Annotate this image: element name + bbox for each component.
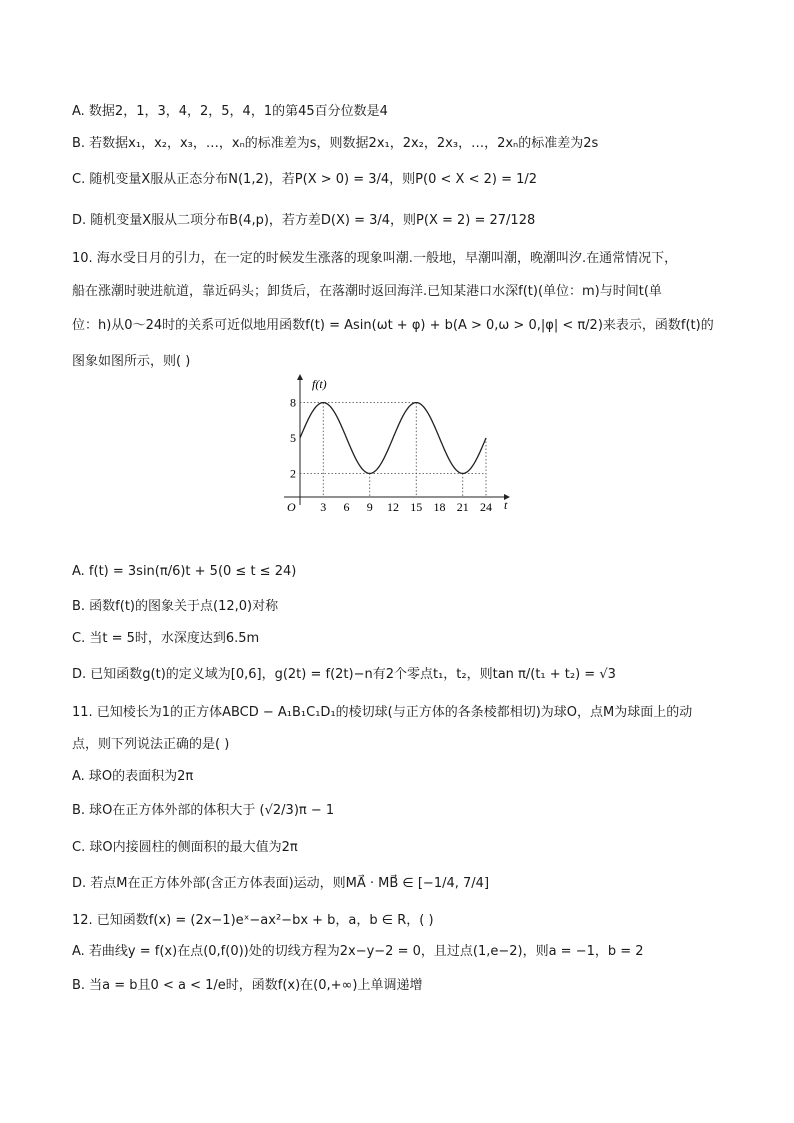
tide-graph [280, 372, 520, 522]
x-tick-label: 9 [366, 500, 373, 514]
q11-option-b: B. 球O在正方体外部的体积大于 (√2/3)π − 1 [72, 803, 335, 818]
origin-label: O [287, 500, 296, 514]
x-axis-label: t [504, 498, 508, 512]
y-axis-arrow [297, 374, 303, 380]
q10-stem-line-4: 图象如图所示，则( ) [72, 354, 191, 369]
x-tick-label: 6 [343, 500, 350, 514]
q11-option-a: A. 球O的表面积为2π [72, 769, 194, 784]
q12-option-a: A. 若曲线y = f(x)在点(0,f(0))处的切线方程为2x−y−2 = 0，且过点(1,e−2)，则a = −1，b = 2 [72, 944, 644, 959]
x-tick-label: 15 [410, 500, 423, 514]
q10-option-c: C. 当t = 5时，水深度达到6.5m [72, 631, 260, 646]
q12-stem: 12. 已知函数f(x) = (2x−1)eˣ−ax²−bx + b，a，b ∈ R，( ) [72, 913, 434, 928]
q11-stem-line-2: 点，则下列说法正确的是( ) [72, 737, 230, 752]
q11-option-d: D. 若点M在正方体外部(含正方体表面)运动，则MA⃗ · MB⃗ ∈ [−1/4, 7/4] [72, 876, 490, 891]
x-tick-label: 24 [480, 500, 492, 514]
x-tick-label: 21 [456, 500, 469, 514]
q12-option-b: B. 当a = b且0 < a < 1/e时，函数f(x)在(0,+∞)上单调递增 [72, 978, 423, 993]
q10-stem-line-1: 10. 海水受日月的引力，在一定的时候发生涨落的现象叫潮.一般地，早潮叫潮，晚潮叫汐.在通常情况下， [72, 251, 678, 266]
q9-option-a: A. 数据2，1，3，4，2，5，4，1的第45百分位数是4 [72, 104, 388, 119]
y-axis-label: f(t) [312, 377, 327, 391]
q10-option-b: B. 函数f(t)的图象关于点(12,0)对称 [72, 599, 279, 614]
q9-option-b: B. 若数据x₁，x₂，x₃，…，xₙ的标准差为s，则数据2x₁，2x₂，2x₃，…，2xₙ的标准差为2s [72, 136, 599, 151]
q10-stem-line-3: 位：h)从0～24时的关系可近似地用函数f(t) = Asin(ωt + φ) + b(A > 0,ω > 0,|φ| < π/2)来表示，函数f(t)的 [72, 318, 714, 333]
x-tick-label: 18 [433, 500, 446, 514]
x-tick-label: 12 [387, 500, 399, 514]
x-tick-label: 3 [320, 500, 327, 514]
q11-stem-line-1: 11. 已知棱长为1的正方体ABCD − A₁B₁C₁D₁的棱切球(与正方体的各条棱都相切)为球O，点M为球面上的动 [72, 705, 693, 720]
q9-option-c: C. 随机变量X服从正态分布N(1,2)，若P(X > 0) = 3/4，则P(0 < X < 2) = 1/2 [72, 172, 538, 187]
q9-option-d: D. 随机变量X服从二项分布B(4,p)，若方差D(X) = 3/4，则P(X = 2) = 27/128 [72, 213, 536, 228]
series-curve [300, 403, 486, 474]
y-tick-label: 8 [290, 395, 296, 410]
y-tick-label: 2 [290, 466, 296, 481]
q11-option-c: C. 球O内接圆柱的侧面积的最大值为2π [72, 840, 298, 855]
y-tick-label: 5 [290, 431, 296, 445]
q10-stem-line-2: 船在涨潮时驶进航道，靠近码头；卸货后，在落潮时返回海洋.已知某港口水深f(t)(单位：m)与时间t(单 [72, 284, 662, 299]
q10-option-a: A. f(t) = 3sin(π/6)t + 5(0 ≤ t ≤ 24) [72, 564, 297, 579]
q10-option-d: D. 已知函数g(t)的定义域为[0,6]，g(2t) = f(2t)−n有2个零点t₁，t₂，则tan π/(t₁ + t₂) = √3 [72, 667, 616, 682]
